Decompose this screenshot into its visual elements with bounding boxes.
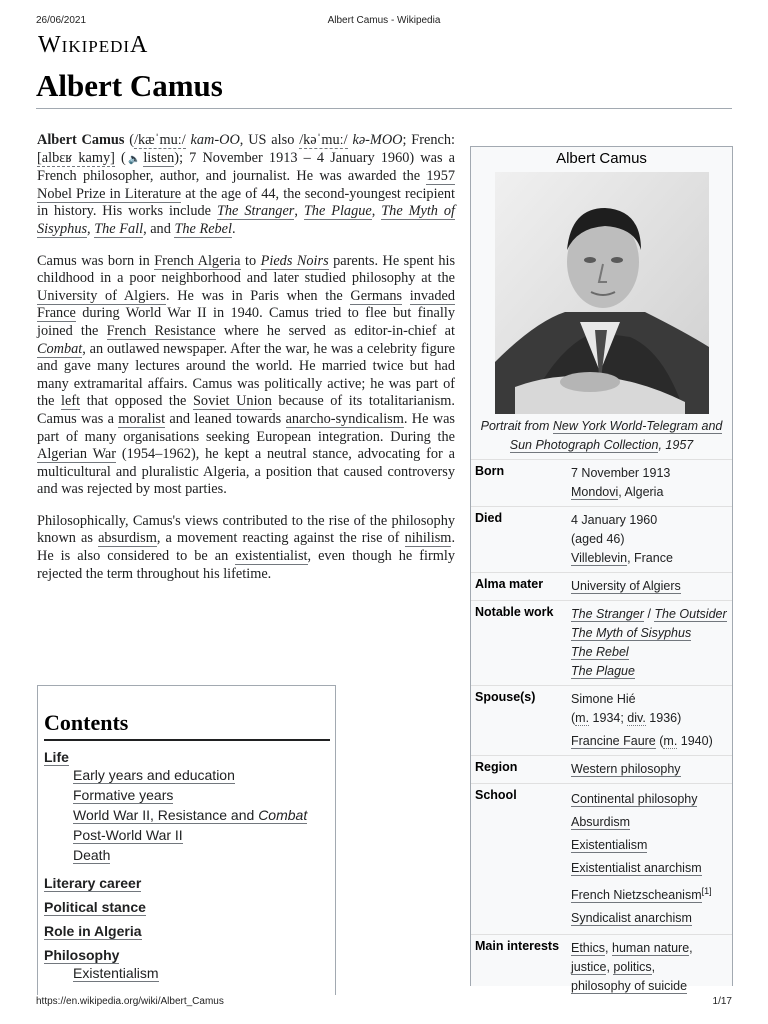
left-link[interactable]: left xyxy=(61,393,81,410)
infobox-row-school: School Continental philosophy Absurdism Existentialism Existentialist anarchism French Nietzscheanism[1] Syndicalist anarchism xyxy=(471,783,732,934)
divorced-abbr[interactable]: div. xyxy=(627,711,646,725)
infobox-row-died: Died 4 January 1960 (aged 46) Villeblevin, France xyxy=(471,506,732,572)
print-url: https://en.wikipedia.org/wiki/Albert_Camus xyxy=(36,996,224,1007)
school-link[interactable]: Continental philosophy xyxy=(571,792,698,806)
algerian-war-link[interactable]: Algerian War xyxy=(37,446,117,463)
toc-item-early-years[interactable]: Early years and education xyxy=(73,767,235,783)
notable-work-link[interactable]: The Rebel xyxy=(571,645,629,659)
listen-link[interactable]: listen xyxy=(143,149,175,166)
work-link[interactable]: The Fall xyxy=(94,220,144,237)
infobox-row-alma-mater: Alma mater University of Algiers xyxy=(471,572,732,600)
work-link[interactable]: The Rebel xyxy=(174,220,233,237)
ipa-link[interactable]: /kəˈmuː/ xyxy=(299,132,348,148)
interest-link[interactable]: Ethics xyxy=(571,941,606,956)
work-link[interactable]: The Myth of Sisyphus xyxy=(37,203,455,237)
toc-item-world-war-ii[interactable]: World War II, Resistance and Combat xyxy=(73,807,308,823)
wikipedia-logo[interactable]: WIKIPEDIA xyxy=(38,32,149,58)
title-divider xyxy=(36,108,732,109)
mondovi-link[interactable]: Mondovi xyxy=(571,485,619,499)
portrait-image[interactable] xyxy=(495,172,709,414)
anarcho-syndicalism-link[interactable]: anarcho-syndicalism xyxy=(285,410,404,427)
villeblevin-link[interactable]: Villeblevin xyxy=(571,551,628,565)
print-date: 26/06/2021 xyxy=(36,15,87,26)
infobox-title: Albert Camus xyxy=(556,150,647,167)
pieds-noirs-link[interactable]: Pieds Noirs xyxy=(260,252,329,269)
interest-link[interactable]: philosophy of suicide xyxy=(571,979,688,994)
infobox xyxy=(470,146,733,994)
infobox-row-notable-work: Notable work The Stranger / The Outsider The Myth of Sisyphus The Rebel The Plague xyxy=(471,600,732,685)
interest-link[interactable]: politics xyxy=(613,960,652,975)
infobox-row-born: Born 7 November 1913 Mondovi, Algeria xyxy=(471,459,732,506)
print-page-number: 1/17 xyxy=(712,996,732,1007)
page-title: Albert Camus xyxy=(36,68,223,103)
school-link[interactable]: Existentialism xyxy=(571,838,648,852)
notable-work-link[interactable]: The Myth of Sisyphus xyxy=(571,626,692,640)
article-body xyxy=(37,132,455,597)
combat-link[interactable]: Combat xyxy=(37,340,83,357)
interest-link[interactable]: justice xyxy=(571,960,607,975)
toc-item-philosophy[interactable]: Philosophy xyxy=(44,947,120,963)
french-resistance-link[interactable]: French Resistance xyxy=(106,322,216,339)
school-link[interactable]: Existentialist anarchism xyxy=(571,861,702,875)
biography-paragraph: Camus was born in French Algeria to Pieds Noirs parents. He spent his childhood in a poor neighborhood and later studied philosophy at the University of Algiers. He was in Paris when the Germans invaded France during World War II in 1940. Camus tried to flee but finally joined the French Resistance where he served as editor-in-chief at Combat, an outlawed newspaper. After the war, he was a celebrity figure and gave many lectures around the world. He married twice but had many extramarital affairs. Camus was politically active; he was part of the left that opposed the Soviet Union because of its totalitarianism. Camus was a moralist and leaned towards anarcho-syndicalism. He was part of many organisations seeking European integration. During the Algerian War (1954–1962), he kept a neutral stance, advocating for a multicultural and pluralistic Algeria, a position that caused controversy and was rejected by most parties. xyxy=(37,252,456,498)
soviet-union-link[interactable]: Soviet Union xyxy=(192,393,272,410)
toc-item-literary-career[interactable]: Literary career xyxy=(44,875,142,891)
ipa-link[interactable]: /kæˈmuː/ xyxy=(134,132,186,148)
school-link[interactable]: Syndicalist anarchism xyxy=(571,911,692,926)
nihilism-link[interactable]: nihilism xyxy=(404,530,452,547)
existentialist-link[interactable]: existentialist xyxy=(235,548,308,565)
philosophy-paragraph: Philosophically, Camus's views contributed to the rise of the philosophy known as absurdism, a movement reacting against the rise of nihilism. He is also considered to be an existentialist, even though he firmly rejected the term throughout his lifetime. xyxy=(37,512,456,582)
toc-item-role-in-algeria[interactable]: Role in Algeria xyxy=(44,923,142,939)
married-abbr[interactable]: m. xyxy=(575,711,590,725)
toc-item-life[interactable]: Life xyxy=(44,749,69,765)
table-of-contents xyxy=(37,685,336,995)
toc-item-death[interactable]: Death xyxy=(73,847,111,863)
absurdism-link[interactable]: absurdism xyxy=(98,530,157,547)
citation-link[interactable]: [1] xyxy=(701,886,712,896)
school-link[interactable]: French Nietzscheanism xyxy=(571,888,702,903)
print-page-title: Albert Camus - Wikipedia xyxy=(327,15,441,26)
infobox-row-main-interests: Main interests Ethics, human nature, justice, politics, philosophy of suicide xyxy=(471,934,732,1000)
interest-link[interactable]: human nature xyxy=(612,941,690,956)
toc-title: Contents xyxy=(44,710,330,741)
school-link[interactable]: Absurdism xyxy=(571,815,631,829)
notable-work-link[interactable]: The Plague xyxy=(571,664,635,678)
notable-work-link[interactable]: The Outsider xyxy=(654,607,727,621)
francine-faure-link[interactable]: Francine Faure xyxy=(571,734,656,748)
nobel-link[interactable]: 1957 Nobel Prize in Literature xyxy=(37,168,455,202)
lead-paragraph: Albert Camus (/kæˈmuː/ kam-OO, US also /kəˈmuː/ kə-MOO; French: [albɛʁ kamy] (🔈listen); 7 November 1913 – 4 January 1960) was a French philosopher, author, and journalist. He was awarded the 1957 Nobel Prize in Literature at the age of 44, the second-youngest recipient in history. His works include The Stranger, The Plague, The Myth of Sisyphus, The Fall, and The Rebel. xyxy=(37,132,456,237)
invaded-france-link[interactable]: invaded France xyxy=(37,287,456,322)
french-algeria-link[interactable]: French Algeria xyxy=(154,252,241,269)
married-abbr[interactable]: m. xyxy=(663,734,678,748)
germans-link[interactable]: Germans xyxy=(350,287,403,304)
work-link[interactable]: The Stranger xyxy=(216,203,295,220)
toc-item-existentialism[interactable]: Existentialism xyxy=(73,965,159,981)
toc-item-post-war[interactable]: Post-World War II xyxy=(73,827,183,843)
photo-collection-link[interactable]: New York World-Telegram and Sun Photograph Collection xyxy=(509,419,723,452)
region-link[interactable]: Western philosophy xyxy=(571,762,681,776)
infobox-row-spouses: Spouse(s) Simone Hié (m. 1934; div. 1936) Francine Faure (m. 1940) xyxy=(471,685,732,755)
infobox-row-region: Region Western philosophy xyxy=(471,755,732,783)
university-link[interactable]: University of Algiers xyxy=(37,287,166,304)
notable-work-link[interactable]: The Stranger xyxy=(571,607,644,621)
moralist-link[interactable]: moralist xyxy=(118,410,166,427)
alma-mater-link[interactable]: University of Algiers xyxy=(571,579,681,593)
toc-item-formative-years[interactable]: Formative years xyxy=(73,787,174,803)
toc-item-political-stance[interactable]: Political stance xyxy=(44,899,146,915)
speaker-icon[interactable]: 🔈 xyxy=(125,153,144,165)
ipa-link[interactable]: [albɛʁ kamy] xyxy=(37,149,115,166)
work-link[interactable]: The Plague xyxy=(303,203,372,220)
portrait-caption: Portrait from New York World-Telegram and Sun Photograph Collection, 1957 xyxy=(480,419,723,452)
